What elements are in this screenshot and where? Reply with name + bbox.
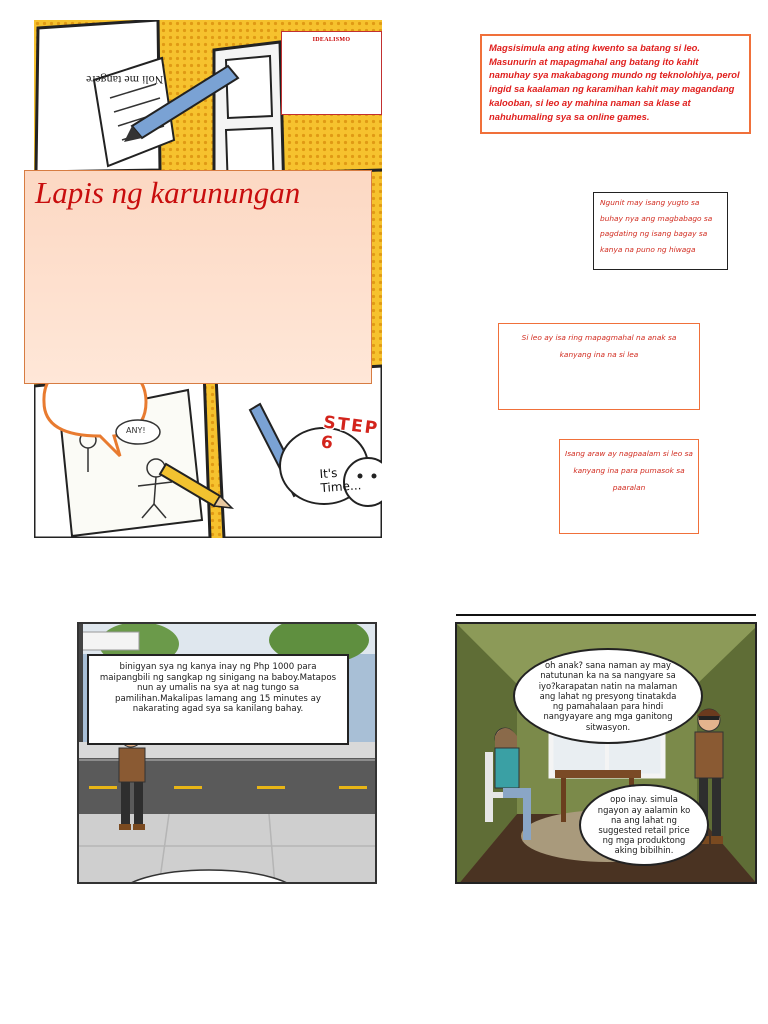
- street-caption-text: binigyan sya ng kanya inay ng Php 1000 para maipangbili ng sangkap ng sinigang na baboy.Matapos nun ay umalis na sya at nag tungo sa pamilihan.Makalipas lamang ang 15 minutes ay nakarating agad sya sa kanilang bahay.: [99, 662, 337, 715]
- story-box-intro: [480, 34, 751, 134]
- comic-panel-street: [77, 622, 377, 884]
- its-time-line-1: It's: [319, 465, 338, 482]
- step-6-label: STEP 6: [319, 412, 381, 454]
- its-time-line-2: Time...: [320, 478, 362, 496]
- story-text: Isang araw ay nagpaalam si leo sa kanyang ina para pumasok sa paaralan: [565, 449, 693, 492]
- story-text: Ngunit may isang yugto sa buhay nya ang magbabago sa pagdating ng isang bagay sa kanya na puno ng hiwaga: [600, 198, 713, 254]
- story-box-farewell: [559, 439, 699, 534]
- upside-down-caption: Noli me tangere: [86, 73, 164, 87]
- page-title: Lapis ng karunungan: [35, 175, 301, 210]
- story-box-mother: [498, 323, 700, 410]
- divider-line: [456, 614, 756, 616]
- drawing-speech-text: ANY!: [126, 426, 146, 435]
- idealismo-box: [281, 31, 382, 115]
- story-text: Si leo ay isa ring mapagmahal na anak sa kanyang ina na si lea: [521, 333, 677, 359]
- story-box-turning-point: [593, 192, 728, 270]
- street-caption-box: [87, 654, 349, 745]
- its-time-bubble-text: [319, 463, 381, 495]
- mother-speech-bubble: [513, 648, 703, 744]
- son-speech-bubble: [579, 784, 709, 866]
- title-panel: [24, 170, 372, 384]
- son-speech-text: opo inay. simula ngayon ay aalamin ko na ang lahat ng suggested retail price ng mga produktong aking bibilhin.: [597, 794, 691, 856]
- comic-panel-room: [455, 622, 757, 884]
- mother-speech-text: oh anak? sana naman ay may natutunan ka na sa nangyare sa iyo?karapatan natin na malaman ang lahat ng presyong tinatakda ng pamahalaan para hindi nangyayare ang mga ganitong sitwasyon.: [538, 660, 678, 732]
- idealismo-label: IDEALISMO: [312, 37, 351, 43]
- story-text: Magsisimula ang ating kwento sa batang si leo. Masunurin at mapagmahal ang batang ito kahit namuhay sya makabagong mundo ng teknolohiya, perol ingid sa kaalaman ng karamihan kahit may magandang kalooban, si leo ay mahina naman sa klase at nahuhumaling sya sa online games.: [489, 42, 740, 122]
